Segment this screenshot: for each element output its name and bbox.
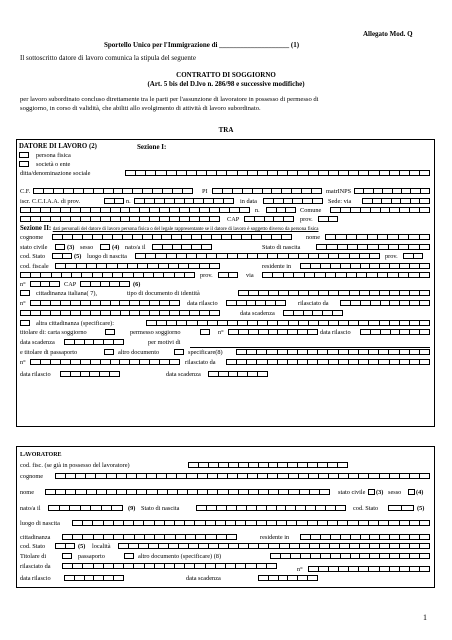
cod-fiscale-field[interactable]: [55, 263, 220, 270]
residente-field-2[interactable]: [20, 272, 195, 279]
lav-cod-fisc-field[interactable]: [188, 462, 348, 469]
comune-field[interactable]: [330, 207, 430, 214]
cap-res-field[interactable]: [80, 281, 130, 288]
altra-cittadinanza-label: altra cittadinanza (specificare):: [36, 320, 114, 327]
lav-titolare-label: Titolare di: [20, 553, 47, 560]
rilasciato-da-label: rilasciato da: [298, 300, 329, 307]
comune-label: Comune: [300, 207, 322, 214]
lav-stato-civile-label: stato civile: [338, 489, 366, 496]
luogo-nascita-label: luogo di nascita: [87, 253, 127, 260]
comune-field-2[interactable]: [20, 216, 220, 223]
lav-residente-field[interactable]: [300, 534, 430, 541]
lav-sesso-label: sesso: [388, 489, 402, 496]
iscr-prov-field[interactable]: [104, 198, 124, 205]
note-6: (6): [133, 281, 141, 288]
altro-doc-label: altro documento: [118, 349, 160, 356]
prov-res-field[interactable]: [218, 272, 238, 279]
cf-label: C.F.: [20, 188, 31, 195]
persona-fisica-label: persona fisica: [36, 152, 71, 159]
sede-n-label: n.: [255, 207, 260, 214]
tipo-doc-label: tipo di documento di identità: [127, 290, 200, 297]
cod-fiscale-label: cod. fiscale: [20, 263, 49, 270]
lav-altro-doc-checkbox[interactable]: [124, 553, 134, 560]
lav-note-3: (3): [376, 489, 384, 496]
lav-passaporto-checkbox[interactable]: [62, 553, 72, 560]
sede-via-field[interactable]: [20, 207, 250, 214]
doc-n-label: n°: [20, 300, 26, 307]
nome-label: nome: [306, 234, 320, 241]
sede-field[interactable]: [362, 198, 430, 205]
prov-nascita-field[interactable]: [403, 253, 423, 260]
tipo-doc-field[interactable]: [238, 290, 430, 297]
altra-cittadinanza-checkbox[interactable]: [20, 320, 30, 327]
via-field[interactable]: [262, 272, 430, 279]
specificare-label: specificare(8): [188, 349, 223, 356]
datore-title: DATORE DI LAVORO (2): [19, 143, 97, 150]
prov-field[interactable]: [318, 216, 338, 223]
cognome-label: cognome: [20, 234, 44, 241]
lav-nato-il-field[interactable]: [48, 505, 123, 512]
permesso-n-field[interactable]: [228, 329, 318, 336]
passaporto-data-rilascio-label: data rilascio: [20, 371, 51, 378]
data-scadenza-label: data scadenza: [240, 310, 275, 317]
nato-il-label: nato/a il: [125, 244, 146, 251]
lav-nome-label: nome: [20, 489, 34, 496]
per-motivi-label: per motivi di: [148, 339, 181, 346]
doc-n-field[interactable]: [30, 300, 180, 307]
data-scadenza-field[interactable]: [283, 310, 343, 317]
per-motivi-line[interactable]: [190, 347, 430, 348]
passaporto-data-rilascio-field[interactable]: [60, 371, 120, 378]
sezione-2-text: Sezione II: dati personali del datore di lavoro persona fisica o del legale rappresentante se il datore di lavoro è soggetto diverso da persona fisica: [20, 225, 319, 232]
luogo-nascita-field[interactable]: [135, 253, 380, 260]
nome-field[interactable]: [325, 234, 430, 241]
intro-line-2: soggiorno, in corso di validità, che abiliti allo svolgimento di attività di lavoro subordinato.: [20, 105, 261, 112]
lav-note-4: (4): [416, 489, 424, 496]
rilasciato-da-field-2[interactable]: [20, 310, 220, 317]
lav-passaporto-label: passaporto: [78, 553, 105, 560]
altra-cittadinanza-field[interactable]: [146, 320, 430, 327]
lav-cittadinanza-label: cittadinanza: [20, 534, 51, 541]
stato-civile-field[interactable]: [55, 244, 65, 251]
lav-stato-civile-field[interactable]: [368, 489, 375, 496]
lav-nato-il-label: nato/a il: [20, 505, 41, 512]
residente-label: residente in: [262, 263, 292, 270]
datore-section: [16, 139, 435, 427]
lav-data-scadenza-field[interactable]: [258, 575, 318, 582]
rilasciato-da-field[interactable]: [340, 300, 430, 307]
cap-field[interactable]: [244, 216, 294, 223]
stato-nascita-label: Stato di nascita: [262, 244, 301, 251]
lav-cod-stato-field[interactable]: [388, 505, 414, 512]
permesso-scadenza-label: data scadenza: [20, 339, 55, 346]
cittadinanza-italiana-label: cittadinanza italiana( 7),: [36, 290, 98, 297]
data-rilascio-field[interactable]: [226, 300, 286, 307]
stato-civile-row: stato civile: [20, 244, 48, 251]
societa-label: società o ente: [36, 161, 71, 168]
passaporto-checkbox[interactable]: [104, 349, 114, 356]
passaporto-rilasciato-field[interactable]: [226, 359, 430, 366]
cap-res-label: CAP: [64, 281, 77, 288]
lav-stato-nascita-label: Stato di nascita: [141, 505, 180, 512]
ditta-field[interactable]: [125, 170, 430, 177]
lav-localita-field[interactable]: [118, 543, 430, 550]
passaporto-n-field[interactable]: [30, 359, 180, 366]
prov-res-label: prov.: [200, 272, 213, 279]
lav-cod-fisc-label: cod. fisc. (se già in possesso del lavoratore): [20, 462, 130, 469]
permesso-label: permesso soggiorno: [130, 329, 181, 336]
stato-nascita-field[interactable]: [316, 244, 430, 251]
prov-nascita-label: prov.: [385, 253, 398, 260]
titolare-carta-label: titolare di: carta soggiorno: [20, 329, 87, 336]
lav-rilasciato-da-field[interactable]: [62, 563, 277, 570]
lav-note-5b: (5): [78, 543, 86, 550]
sezione-1-label: Sezione I:: [137, 143, 167, 151]
lav-data-scadenza-label: data scadenza: [186, 575, 221, 582]
passaporto-rilasciato-label: rilasciato da: [185, 359, 216, 366]
iscr-label: iscr. C.C.I.A.A. di prov.: [20, 198, 81, 205]
in-data-field[interactable]: [263, 198, 323, 205]
matr-inps-label: matrINPS: [326, 188, 352, 195]
cognome-field[interactable]: [52, 234, 292, 241]
lav-note-5: (5): [417, 505, 425, 512]
ditta-label: ditta/denominazione sociale: [20, 170, 91, 177]
lav-altro-doc-label: altro documento (specificare) (8): [138, 553, 222, 560]
lav-rilasciato-da-label: rilasciato da: [20, 563, 51, 570]
societa-checkbox[interactable]: [19, 161, 29, 168]
passaporto-label: e titolare di passaporto: [20, 349, 78, 356]
lav-luogo-nascita-field[interactable]: [72, 520, 430, 527]
intro-line-1: per lavoro subordinato concluso direttamente tra le parti per l'assunzione di lavoratore in possesso di permesso di: [20, 96, 319, 103]
cod-stato-label: cod. Stato: [20, 253, 46, 260]
lav-nome-field[interactable]: [45, 489, 330, 496]
lav-cognome-label: cognome: [20, 473, 44, 480]
matr-inps-field[interactable]: [354, 188, 430, 195]
civico-field[interactable]: [30, 281, 60, 288]
lav-cod-stato-2-field[interactable]: [55, 543, 75, 550]
nato-il-field[interactable]: [152, 244, 212, 251]
note-5: (5): [74, 253, 82, 260]
iscr-n-field[interactable]: [134, 198, 234, 205]
civico-label: n°: [20, 281, 26, 288]
lav-cittadinanza-field[interactable]: [62, 534, 237, 541]
in-data-label: in data: [240, 198, 257, 205]
via-label: via: [246, 272, 254, 279]
lav-doc-n-field[interactable]: [308, 566, 430, 573]
sesso-field[interactable]: [100, 244, 110, 251]
permesso-rilascio-label: data rilascio: [320, 329, 351, 336]
permesso-scadenza-field[interactable]: [64, 339, 124, 346]
specificare-field[interactable]: [236, 349, 430, 356]
contratto-title: CONTRATTO DI SOGGIORNO: [176, 71, 276, 79]
lav-sesso-field[interactable]: [408, 489, 415, 496]
sesso-label: sesso: [80, 244, 94, 251]
pi-field[interactable]: [212, 188, 322, 195]
lav-cod-stato-2-label: cod. Stato: [20, 543, 46, 550]
persona-fisica-checkbox[interactable]: [19, 152, 29, 159]
cittadinanza-italiana-checkbox[interactable]: [20, 290, 30, 297]
prov-label: prov.: [300, 216, 313, 223]
data-rilascio-label: data rilascio: [187, 300, 218, 307]
note-4: (4): [112, 244, 120, 251]
permesso-n-label: n°: [218, 329, 224, 336]
permesso-checkbox[interactable]: [200, 329, 210, 336]
lav-stato-nascita-field[interactable]: [196, 505, 346, 512]
contratto-subtitle: (Art. 5 bis del D.lvo n. 286/98 e successive modifiche): [147, 80, 305, 88]
passaporto-data-scadenza-label: data scadenza: [166, 371, 201, 378]
lav-altro-doc-field[interactable]: [270, 553, 430, 560]
lav-note-9: (9): [128, 505, 136, 512]
lav-cod-stato-label: cod. Stato: [353, 505, 379, 512]
note-3: (3): [67, 244, 75, 251]
lav-doc-n-label: n°: [297, 566, 303, 573]
sportello-line: Sportello Unico per l'Immigrazione di ____________________ (1): [104, 41, 300, 49]
permesso-rilascio-field[interactable]: [360, 329, 430, 336]
pi-label: PI: [202, 188, 208, 195]
altro-doc-checkbox[interactable]: [174, 349, 184, 356]
sede-label: Sede: via: [328, 198, 352, 205]
lavoratore-title: LAVORATORE: [20, 452, 62, 458]
lav-cognome-field[interactable]: [55, 473, 430, 480]
sede-n-field[interactable]: [266, 207, 296, 214]
cf-field[interactable]: [33, 188, 193, 195]
carta-soggiorno-checkbox[interactable]: [105, 329, 115, 336]
cod-stato-field[interactable]: [52, 253, 72, 260]
page-number: 1: [423, 613, 427, 622]
lav-data-rilascio-field[interactable]: [64, 575, 124, 582]
cap-label: CAP: [227, 216, 240, 223]
tra-label: TRA: [218, 126, 234, 134]
sottoscritto-text: Il sottoscritto datore di lavoro comunica la stipula del seguente: [20, 54, 196, 62]
passaporto-n-label: n°: [20, 359, 26, 366]
passaporto-data-scadenza-field[interactable]: [208, 371, 268, 378]
residente-field[interactable]: [300, 263, 430, 270]
allegato-label: Allegato Mod. Q: [363, 30, 413, 38]
iscr-n-label: n.: [126, 198, 131, 205]
lav-localita-label: località: [92, 543, 111, 550]
lav-residente-label: residente in: [260, 534, 290, 541]
lav-data-rilascio-label: data rilascio: [20, 575, 51, 582]
lav-luogo-nascita-label: luogo di nascita: [20, 520, 60, 527]
